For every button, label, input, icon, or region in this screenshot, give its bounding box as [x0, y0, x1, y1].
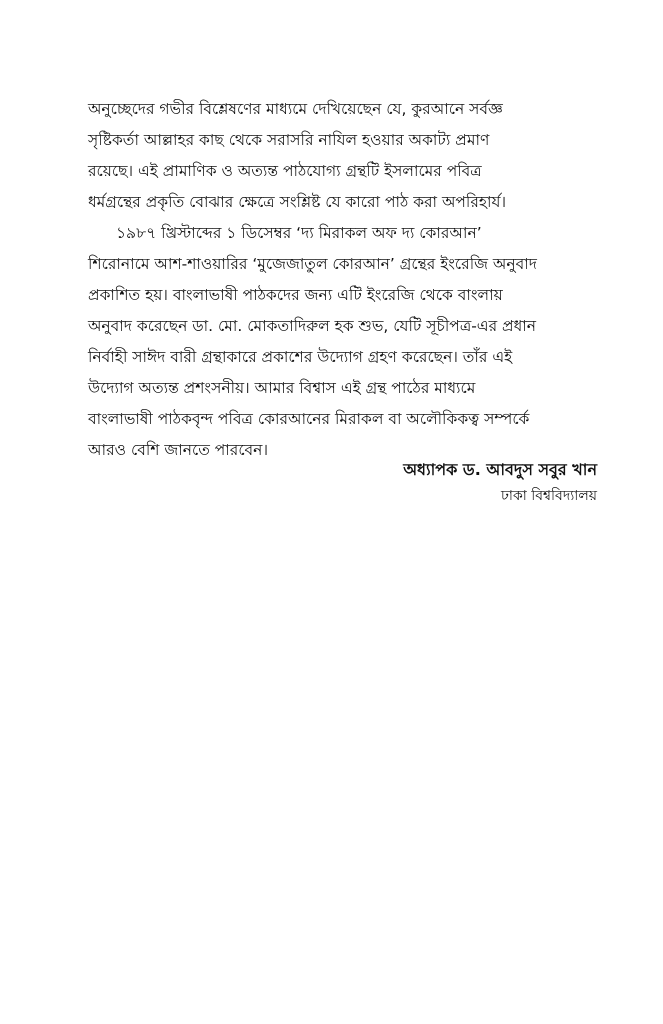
text-line: রয়েছে। এই প্রামাণিক ও অত্যন্ত পাঠযোগ্য গ্রন্থটি ইসলামের পবিত্র	[88, 162, 482, 180]
text-line: বাংলাভাষী পাঠকবৃন্দ পবিত্র কোরআনের মিরাকল বা অলৌকিকত্ব সম্পর্কে	[88, 410, 530, 428]
text-line: ১৯৮৭ খ্রিস্টাব্দের ১ ডিসেম্বর ‘দ্য মিরাকল অফ দ্য কোরআন’	[116, 224, 482, 242]
signature-block	[403, 456, 597, 508]
paragraph-1	[88, 94, 608, 218]
text-line: অনুবাদ করেছেন ডা. মো. মোকতাদিরুল হক শুভ, যেটি সূচীপত্র-এর প্রধান	[88, 317, 537, 335]
author-name: অধ্যাপক ড. আবদুস সবুর খান	[403, 460, 597, 479]
text-line: প্রকাশিত হয়। বাংলাভাষী পাঠকদের জন্য এটি ইংরেজি থেকে বাংলায়	[88, 286, 503, 304]
text-line: সৃষ্টিকর্তা আল্লাহর কাছ থেকে সরাসরি নাযিল হওয়ার অকাট্য প্রমাণ	[88, 131, 490, 149]
paragraph-2	[88, 218, 608, 466]
text-line: নির্বাহী সাঈদ বারী গ্রন্থাকারে প্রকাশের উদ্যোগ গ্রহণ করেছেন। তাঁর এই	[88, 348, 513, 366]
text-line: ধর্মগ্রন্থের প্রকৃতি বোঝার ক্ষেত্রে সংশ্লিষ্ট যে কারো পাঠ করা অপরিহার্য।	[88, 193, 506, 211]
text-line: উদ্যোগ অত্যন্ত প্রশংসনীয়। আমার বিশ্বাস এই গ্রন্থ পাঠের মাধ্যমে	[88, 379, 476, 397]
text-line: শিরোনামে আশ-শাওয়ারির ‘মুজেজাতুল কোরআন’ গ্রন্থের ইংরেজি অনুবাদ	[88, 255, 537, 273]
body-text	[88, 94, 608, 466]
text-line: অনুচ্ছেদের গভীর বিশ্লেষণের মাধ্যমে দেখিয়েছেন যে, কুরআনে সর্বজ্ঞ	[88, 100, 503, 118]
author-affiliation: ঢাকা বিশ্ববিদ্যালয়	[500, 488, 597, 504]
text-line: আরও বেশি জানতে পারবেন।	[88, 441, 268, 459]
